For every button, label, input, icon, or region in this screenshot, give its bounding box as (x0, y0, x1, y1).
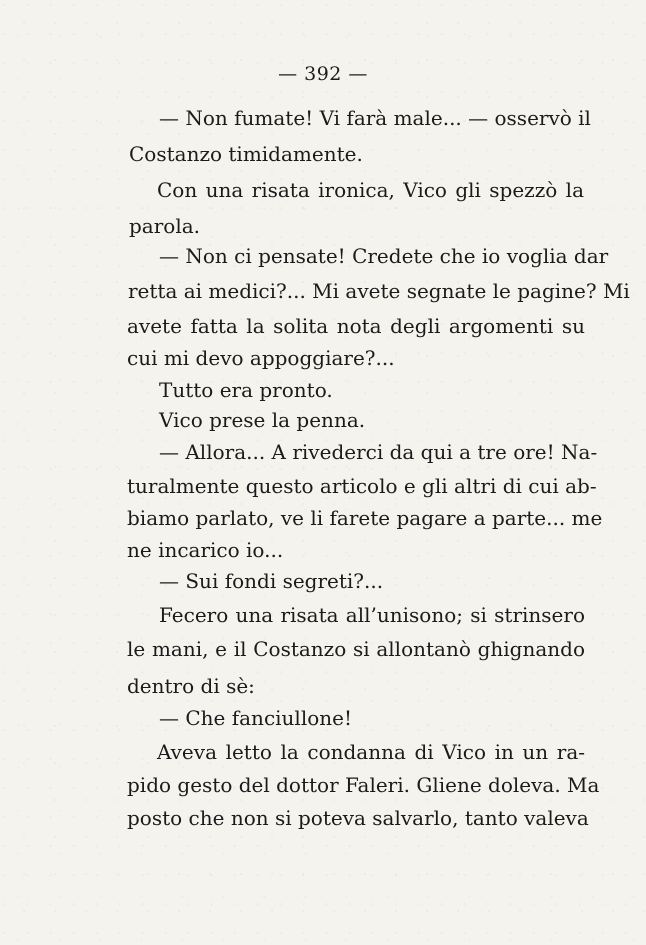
page-number-header: — 392 — (278, 63, 368, 85)
text-line-16: Fecero una risata all’unisono; si strinsero (159, 603, 585, 627)
text-line-12: turalmente questo articolo e gli altri di cui ab- (127, 474, 597, 498)
text-line-1: — Non fumate! Vi farà male... — osservò il (159, 106, 591, 130)
text-line-4: parola. (129, 214, 201, 238)
text-line-18: dentro di sè: (127, 674, 255, 698)
text-line-20: Aveva letto la condanna di Vico in un ra- (157, 740, 585, 764)
text-line-19: — Che fanciullone! (159, 706, 353, 730)
text-line-13: biamo parlato, ve li farete pagare a parte... me (127, 506, 603, 530)
text-line-9: Tutto era pronto. (159, 378, 333, 402)
text-line-7: avete fatta la solita nota degli argomenti su (127, 314, 585, 338)
text-line-22: posto che non si poteva salvarlo, tanto valeva (127, 806, 589, 830)
text-line-6: retta ai medici?... Mi avete segnate le pagine? Mi (128, 279, 630, 303)
text-line-10: Vico prese la penna. (159, 408, 366, 432)
text-line-17: le mani, e il Costanzo si allontanò ghignando (127, 637, 585, 661)
text-line-3: Con una risata ironica, Vico gli spezzò la (157, 178, 584, 202)
text-line-8: cui mi devo appoggiare?... (127, 346, 395, 370)
text-line-15: — Sui fondi segreti?... (159, 569, 384, 593)
text-line-11: — Allora... A rivederci da qui a tre ore! Na- (159, 440, 598, 464)
text-line-21: pido gesto del dottor Faleri. Gliene doleva. Ma (127, 773, 600, 797)
text-line-2: Costanzo timidamente. (129, 142, 363, 166)
text-line-5: — Non ci pensate! Credete che io voglia dar (159, 244, 609, 268)
text-line-14: ne incarico io... (127, 538, 284, 562)
